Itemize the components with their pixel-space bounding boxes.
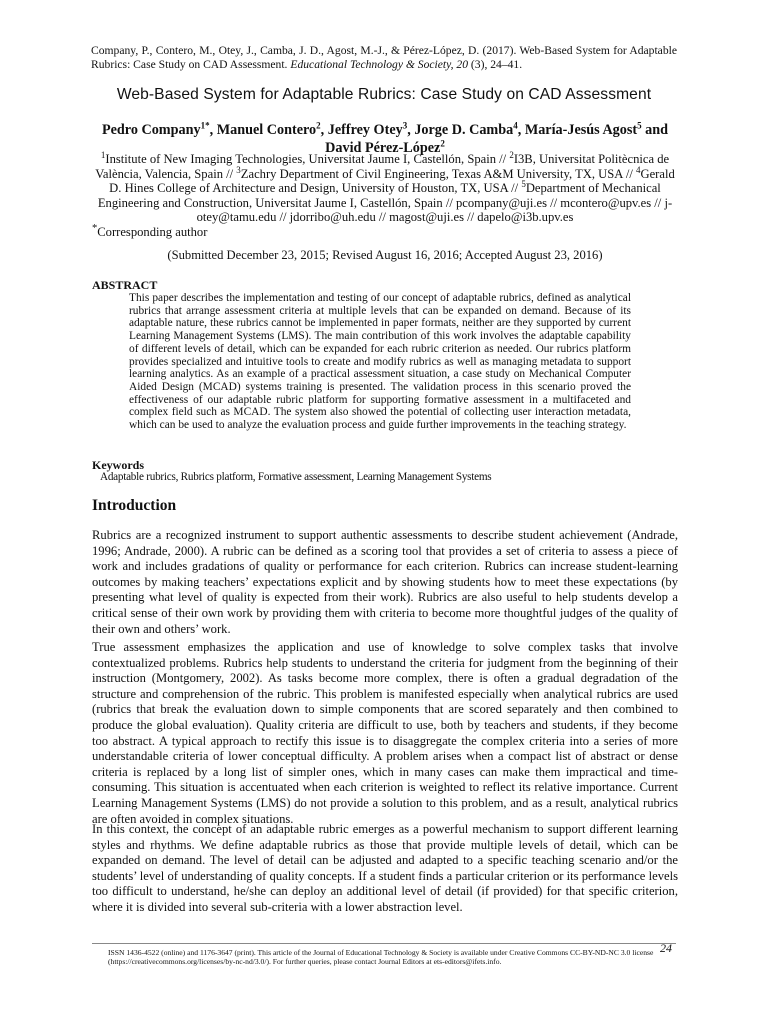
- corresponding-text: Corresponding author: [97, 225, 208, 240]
- author-name: Pedro Company: [101, 122, 201, 138]
- author-sup: 4: [513, 120, 518, 131]
- affiliation-sup: 5: [521, 179, 526, 189]
- affiliation-sup: 2: [509, 149, 514, 160]
- page-number: 24: [660, 941, 672, 955]
- author-sup: 2: [316, 120, 321, 131]
- affiliation-text: Zachry Department of Civil Engineering, Texas A&M University, TX, USA //: [240, 166, 636, 181]
- author-sup: 5: [637, 120, 642, 131]
- citation-header: [91, 44, 677, 72]
- author-list: Pedro Company$^{1*}$, Manuel Contero$^2$, Jeffrey Otey$^3$, Jorge D. Camba$^4$, María-Jesús Agost$^5$ and David Pérez-López$^2$: [101, 120, 669, 156]
- keywords-heading: Keywords: [92, 458, 144, 472]
- affiliations: [92, 149, 678, 225]
- author-sup: 3: [402, 120, 408, 131]
- affiliation-sup: 1: [100, 149, 106, 160]
- corresponding-author: [92, 222, 207, 239]
- footer-divider: [92, 943, 676, 944]
- affiliation-text: Department of Mechanical Engineering and Construction, Universitat Jaume I, Castellón, Spain // pcompany@uji.es // mcontero@upv.es // j-otey@tamu.edu // jdorribo@uh.edu // magost@uji.es // dapelo@i3b.upv.es: [97, 181, 673, 225]
- keywords-list: Adaptable rubrics, Rubrics platform, Formative assessment, Learning Management Systems: [100, 471, 492, 483]
- section-heading-introduction: Introduction: [92, 497, 177, 514]
- submission-dates: (Submitted December 23, 2015; Revised August 16, 2016; Accepted August 23, 2016): [167, 248, 603, 262]
- author-name: Jeffrey Otey: [327, 122, 403, 138]
- author-sup: 2: [440, 138, 445, 149]
- paragraph: True assessment emphasizes the application and use of knowledge to solve complex tasks that involve contextualized problems. Rubrics help students to understand the criteria for judgment from the beginning of their instruction (Montgomery, 2002). As tasks become more complex, there is often a gradual degradation of the structure and comprehension of the rubric. This problem is manifested especially when analytical rubrics are used (rubrics that break the evaluation down to simple components that are scored separately and then combined to produce the global evaluation). Quality criteria are difficult to use, both by teachers and students, if they become too abstract. A typical approach to rectify this issue is to disaggregate the complex criteria into a series of more understandable criteria of lower conceptual difficulty. A problem arises when a compact list of abstract or dense criteria is replaced by a long list of simpler ones, which in many cases can make them impractical and time-consuming. This situation is accentuated when each criterion is weighted to reflect its relative importance. Current Learning Management Systems (LMS) do not provide a solution to this problem, and as a result, analytical rubrics are often avoided in complex situations.: [92, 640, 678, 826]
- author-name: María-Jesús Agost: [524, 122, 638, 138]
- citation-journal: Educational Technology & Society, 20: [290, 58, 469, 71]
- affiliation-text: Institute of New Imaging Technologies, Universitat Jaume I, Castellón, Spain //: [105, 152, 510, 166]
- abstract-body: This paper describes the implementation and testing of our concept of adaptable rubrics, defined as analytical rubrics that arrange assessment criteria at multiple levels that can be expanded on demand. Because of its adaptable nature, these rubrics cannot be implemented in paper formats, neither are they supported by current Learning Management Systems (LMS). The main contribution of this work involves the adaptable capability of different levels of detail, which can be expanded for each rubric criterion as needed. Our rubrics platform provides specialized and intuitive tools to create and modify rubrics as well as managing metadata to support learning analytics. As an example of a practical assessment situation, a case study on Mechanical Computer Aided Design (MCAD) systems training is presented. The validation process in this scenario proved the effectiveness of our adaptable rubric platform for supporting formative assessment in a multifaceted and complex field such as MCAD. The system also showed the potential of collecting user interaction metadata, which can be used to analyze the evaluation process and guide further improvements in the teaching strategy.: [129, 292, 631, 432]
- paragraph: In this context, the concept of an adaptable rubric emerges as a powerful mechanism to support different learning styles and rhythms. We define adaptable rubrics as those that provide multiple levels of detail, which can be expanded on demand. The level of detail can be adjusted and adapted to a specific teaching scenario and/or the students’ level of understanding of quality concepts. If a student finds a particular criterion or its performance levels too difficult to understand, he/she can deploy an additional level of detail (if provided) for that specific criterion, where it is divided into several sub-criteria with a lower abstraction level.: [92, 822, 678, 914]
- citation-text: Company, P., Contero, M., Otey, J., Camba, J. D., Agost, M.-J., & Pérez-López, D. (2017). Web-Based System for Adaptable Rubrics: Case Study on CAD Assessment.: [91, 44, 677, 71]
- author-name: Jorge D. Camba: [414, 122, 514, 138]
- paper-title: Web-Based System for Adaptable Rubrics: Case Study on CAD Assessment: [116, 86, 652, 103]
- author-sup: 1*: [200, 120, 210, 131]
- affiliation-sup: 3: [236, 164, 241, 175]
- affiliation-text: Gerald D. Hines College of Architecture and Design, University of Houston, TX, USA //: [109, 166, 675, 196]
- corresponding-sup: *: [92, 223, 98, 234]
- author-name: Manuel Contero: [216, 122, 317, 138]
- paragraph: Rubrics are a recognized instrument to support authentic assessments to describe student achievement (Andrade, 1996; Andrade, 2000). A rubric can be defined as a scoring tool that provides a set of criteria to assess a piece of work and includes gradations of quality or performance for each criterion. Rubrics can increase student-learning outcomes by making teachers’ expectations explicit and by showing students how to meet these expectations (by presenting what level of quality is expected from their work). Rubrics are also useful to help students develop a critical sense of their own work by providing them with criteria to become more thoughtful judges of the quality of their own and others’ work.: [92, 528, 678, 636]
- citation-issue-pages: (3), 24–41.: [470, 58, 523, 71]
- footer-license: ISSN 1436-4522 (online) and 1176-3647 (print). This article of the Journal of Educational Technology & Society is available under Creative Commons CC-BY-ND-NC 3.0 license (https://creativecommons.org/licenses/by-nc-nd/3.0/). For further queries, please contact Journal Editors at ets-editors@ifets.info.: [108, 948, 654, 966]
- affiliation-sup: 4: [635, 164, 641, 175]
- abstract-heading: ABSTRACT: [92, 278, 158, 292]
- affiliation-text: I3B, Universitat Politècnica de València, Valencia, Spain //: [95, 152, 670, 181]
- author-name: David Pérez-López: [325, 140, 441, 156]
